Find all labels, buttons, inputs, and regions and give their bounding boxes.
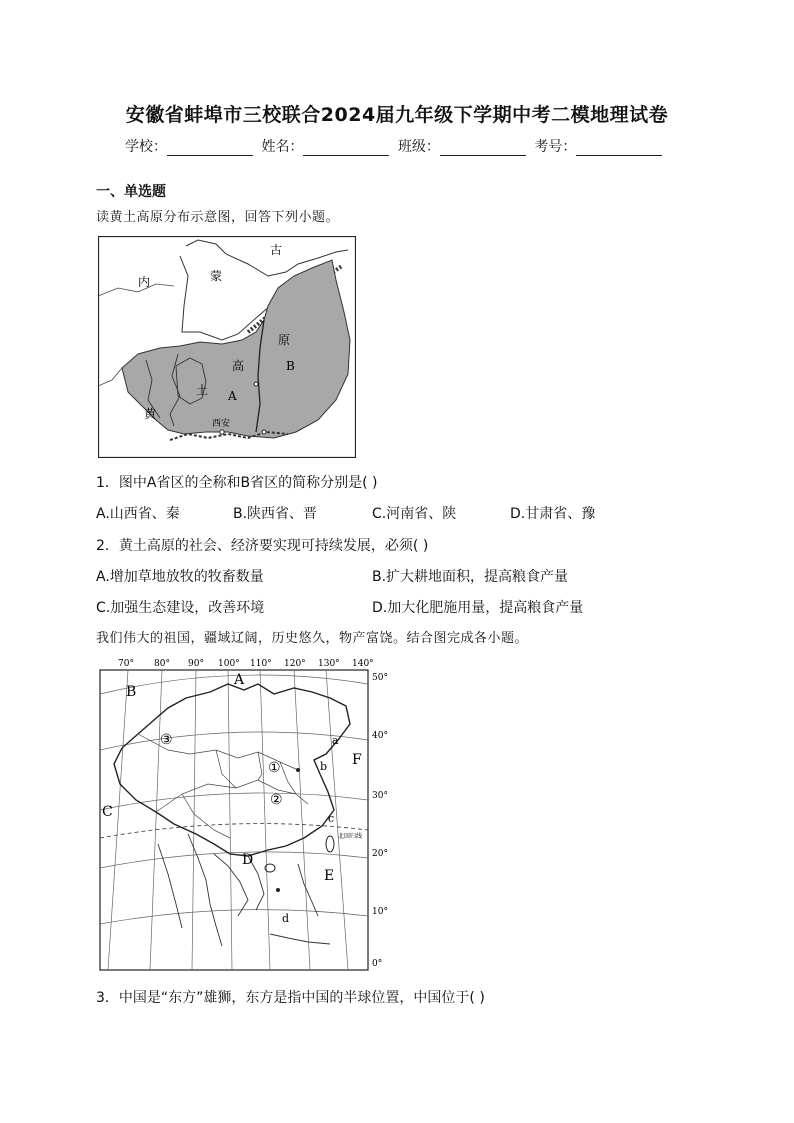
label-gao: 高 (232, 359, 245, 373)
label-c: c (328, 812, 335, 825)
number-label: 考号： (534, 139, 577, 155)
label-D: D (242, 852, 254, 868)
label-gu: 古 (270, 243, 283, 257)
question-2-stem: 2．黄土高原的社会、经济要实现可持续发展，必须( ) (96, 538, 429, 554)
lat-label: 0° (372, 959, 383, 969)
name-blank (303, 141, 389, 156)
q1-option-d[interactable]: D.甘肃省、豫 (510, 506, 596, 522)
china-map (98, 654, 394, 974)
lat-label: 20° (372, 849, 388, 859)
label-tu: 土 (196, 383, 209, 397)
section-heading: 一、单选题 (96, 184, 166, 200)
label-tropic: 北回归线 (338, 833, 363, 840)
q2-option-b[interactable]: B.扩大耕地面积，提高粮食产量 (372, 569, 569, 585)
label-yuan: 原 (278, 333, 291, 347)
lat-label: 30° (372, 791, 388, 801)
label-xian: 西安 (212, 419, 231, 429)
q2-option-a[interactable]: A.增加草地放牧的牧畜数量 (96, 569, 264, 585)
lon-label: 100° (218, 659, 240, 669)
lon-label: 130° (318, 659, 340, 669)
page-title: 安徽省蚌埠市三校联合2024届九年级下学期中考二模地理试卷 (125, 104, 669, 126)
label-circle-1: ① (268, 760, 281, 776)
lon-label: 90° (188, 659, 204, 669)
question-3-stem: 3．中国是“东方”雄狮，东方是指中国的半球位置，中国位于( ) (96, 990, 485, 1006)
city-marker (254, 382, 258, 386)
xian-city-marker (220, 430, 224, 434)
class-blank (440, 141, 526, 156)
lon-label: 80° (154, 659, 170, 669)
label-B: B (126, 684, 137, 700)
lat-label: 40° (372, 731, 388, 741)
loess-plateau-map (98, 236, 356, 458)
q2-option-d[interactable]: D.加大化肥施用量，提高粮食产量 (372, 600, 584, 616)
label-circle-2: ② (270, 792, 283, 808)
lat-label: 10° (372, 907, 388, 917)
name-label: 姓名： (261, 139, 304, 155)
q1-option-a[interactable]: A.山西省、秦 (96, 506, 180, 522)
lat-label: 50° (372, 673, 388, 683)
label-b: B (286, 359, 295, 373)
label-a: A (228, 389, 237, 403)
q1-option-b[interactable]: B.陕西省、晋 (233, 506, 318, 522)
class-label: 班级： (397, 139, 440, 155)
label-circle-3: ③ (160, 732, 173, 748)
intro-text-2: 我们伟大的祖国，疆域辽阔，历史悠久，物产富饶。结合图完成各小题。 (96, 631, 529, 646)
intro-text-1: 读黄土高原分布示意图，回答下列小题。 (96, 210, 340, 225)
label-E: E (324, 868, 335, 884)
number-blank (576, 141, 662, 156)
label-meng: 蒙 (210, 269, 223, 283)
label-C: C (102, 804, 113, 820)
question-1-stem: 1．图中A省区的全称和B省区的简称分别是( ) (96, 475, 378, 491)
label-a: a (332, 734, 339, 747)
lon-label: 70° (118, 659, 134, 669)
school-blank (167, 141, 253, 156)
lon-label: 140° (352, 659, 374, 669)
point-marker (296, 768, 300, 772)
label-A: A (234, 672, 245, 688)
q2-option-c[interactable]: C.加强生态建设，改善环境 (96, 600, 265, 616)
label-F: F (352, 752, 362, 768)
point-marker (276, 888, 280, 892)
label-nei: 内 (138, 275, 151, 289)
q1-option-c[interactable]: C.河南省、陕 (372, 506, 457, 522)
label-huang: 黄 (144, 407, 157, 421)
label-d: d (282, 912, 290, 925)
city-marker (262, 430, 266, 434)
label-b: b (320, 760, 328, 773)
school-label: 学校： (125, 139, 167, 155)
student-info-line (125, 136, 666, 156)
lon-label: 120° (284, 659, 306, 669)
lon-label: 110° (250, 659, 272, 669)
